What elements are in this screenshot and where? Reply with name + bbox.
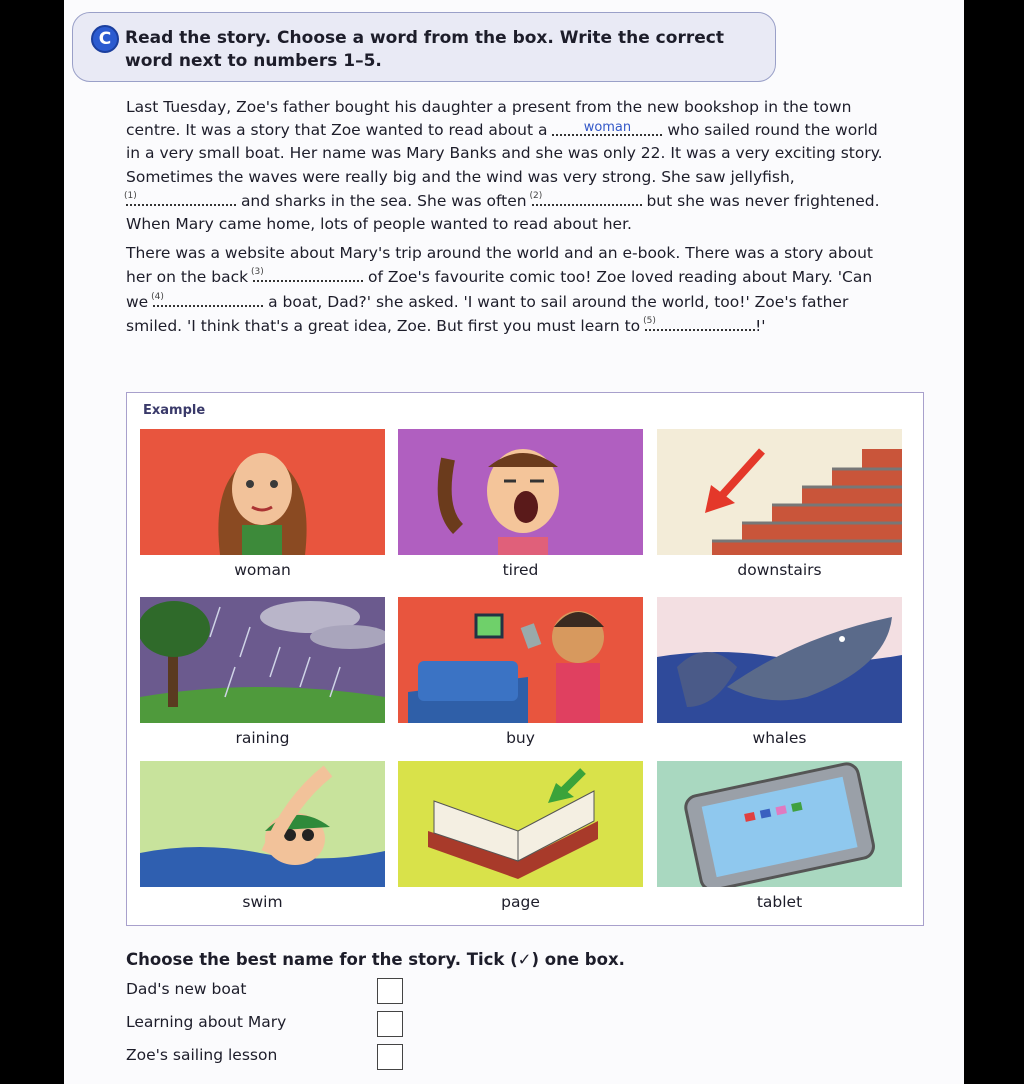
swim-picture (140, 761, 385, 887)
instruction-text: Read the story. Choose a word from the box. Write the correct word next to numbers 1–5. (125, 28, 724, 71)
tick-box-1[interactable] (377, 978, 403, 1004)
word-card-woman (140, 429, 385, 579)
raining-picture (140, 597, 385, 723)
word-label: swim (242, 893, 283, 911)
example-label: Example (143, 403, 206, 418)
page-picture (398, 761, 643, 887)
question-title: Choose the best name for the story. Tick (✓) one box. (126, 950, 625, 969)
blank-4[interactable]: (4) (153, 290, 263, 307)
word-label: woman (234, 561, 291, 579)
blank-2[interactable]: (2) (532, 189, 642, 206)
word-label: page (501, 893, 540, 911)
word-label: raining (235, 729, 290, 747)
tablet-picture (657, 761, 902, 887)
option-label-2: Learning about Mary (126, 1013, 287, 1031)
downstairs-picture (657, 429, 902, 555)
instruction-box (72, 12, 776, 82)
tick-box-3[interactable] (377, 1044, 403, 1070)
woman-picture (140, 429, 385, 555)
word-card-page (398, 761, 643, 911)
word-label: tablet (756, 893, 803, 911)
story-paragraph-2: There was a website about Mary's trip around the world and an e-book. There was a story about her on the back (3) of Zoe's favourite comic too! Zoe loved reading about Mary. 'Can we (4) a boat, Dad?' she asked. 'I want to sail around the world, too!' Zoe's father smiled. 'I think that's a great idea, Zoe. But first you must learn to (5) !' (126, 244, 874, 335)
word-card-tablet (657, 761, 902, 911)
story-paragraph-1: Last Tuesday, Zoe's father bought his daughter a present from the new bookshop in the town centre. It was a story that Zoe wanted to read about a $^{woman}$ who sailed round the world in a very small boat. Her name was Mary Banks and she was only 22. It was a very exciting story. Sometimes the waves were really big and the wind was very strong. She saw jellyfish, (1) and sharks in the sea. She was often (2) but she was never frightened. When Mary came home, lots of people wanted to read about her. (124, 98, 883, 234)
blank-5[interactable]: (5) (645, 314, 755, 331)
word-card-buy (398, 597, 643, 747)
word-label: buy (506, 729, 535, 747)
option-label-3: Zoe's sailing lesson (126, 1046, 278, 1064)
word-box (126, 392, 924, 926)
section-badge: C (91, 25, 119, 53)
tired-picture (398, 429, 643, 555)
example-blank[interactable] (552, 119, 662, 136)
word-card-swim (140, 761, 385, 911)
tick-box-2[interactable] (377, 1011, 403, 1037)
option-label-1: Dad's new boat (126, 980, 247, 998)
word-label: downstairs (737, 561, 822, 579)
word-label: whales (752, 729, 807, 747)
blank-1[interactable]: (1) (126, 189, 236, 206)
blank-3[interactable]: (3) (253, 265, 363, 282)
word-label: tired (502, 561, 539, 579)
worksheet-page (64, 0, 964, 1084)
word-card-raining (140, 597, 385, 747)
whales-picture (657, 597, 902, 723)
word-card-whales (657, 597, 902, 747)
word-card-downstairs (657, 429, 902, 579)
story-text (126, 96, 886, 344)
word-card-tired (398, 429, 643, 579)
example-answer: woman (583, 120, 632, 136)
buy-picture (398, 597, 643, 723)
